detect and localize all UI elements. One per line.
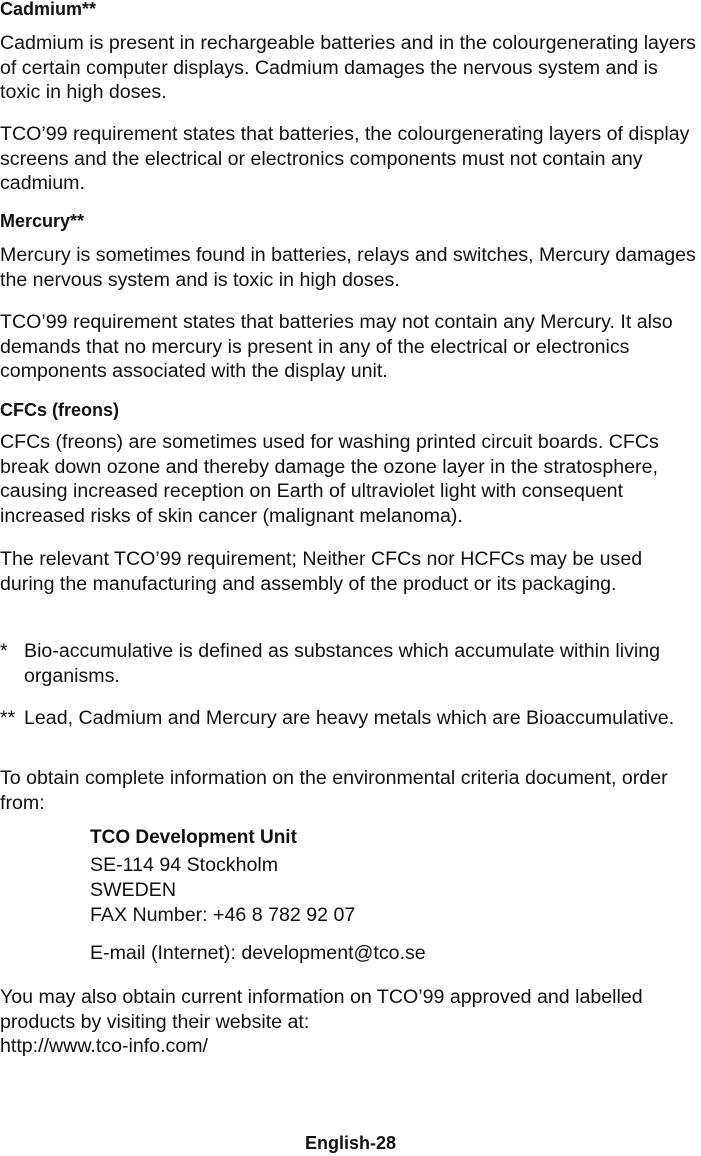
cfcs-paragraph-2: The relevant TCO’99 requirement; Neither CFCs nor HCFCs may be used during the manufacturing and assembly of the product or its packaging. (0, 548, 643, 595)
address-email: E-mail (Internet): development@tco.se (90, 942, 426, 964)
order-intro: To obtain complete information on the environmental criteria document, order from: (0, 767, 668, 814)
website-link[interactable]: http://www.tco-info.com/ (0, 1035, 208, 1057)
footnote-1 (0, 639, 701, 688)
cfcs-heading: CFCs (freons) (0, 400, 120, 420)
page-number: English-28 (304, 1133, 397, 1153)
cadmium-paragraph-2: TCO’99 requirement states that batteries, the colourgenerating layers of display screens and the electrical or electronics components must not contain any cadmium. (0, 123, 690, 194)
footnote-2-marker: ** (0, 707, 16, 729)
order-outro: You may also obtain current information on TCO’99 approved and labelled products by visiting their website at: (0, 986, 643, 1033)
address-country: SWEDEN (90, 879, 177, 901)
cfcs-paragraph-1: CFCs (freons) are sometimes used for washing printed circuit boards. CFCs break down ozone and thereby damage the ozone layer in the stratosphere, causing increased reception on Earth of ultraviolet light with consequent increased risks of skin cancer (malignant melanoma). (0, 431, 659, 527)
cadmium-heading: Cadmium** (0, 0, 97, 19)
mercury-paragraph-2: TCO’99 requirement states that batteries may not contain any Mercury. It also demands that no mercury is present in any of the electrical or electronics components associated with the display unit. (0, 311, 673, 382)
mercury-heading: Mercury** (0, 211, 85, 231)
address-street: SE-114 94 Stockholm (90, 854, 279, 876)
footnote-1-marker: * (0, 640, 8, 662)
mercury-paragraph-1: Mercury is sometimes found in batteries, relays and switches, Mercury damages the nervous system and is toxic in high doses. (0, 244, 696, 291)
address-name: TCO Development Unit (90, 827, 297, 848)
footnote-2 (0, 706, 701, 731)
footnote-1-text: Bio-accumulative is defined as substances which accumulate within living organisms. (24, 640, 661, 687)
cadmium-paragraph-1: Cadmium is present in rechargeable batteries and in the colourgenerating layers of certain computer displays. Cadmium damages the nervous system and is toxic in high doses. (0, 32, 696, 103)
address-fax: FAX Number: +46 8 782 92 07 (90, 904, 356, 926)
footnote-2-text: Lead, Cadmium and Mercury are heavy metals which are Bioaccumulative. (24, 707, 675, 729)
